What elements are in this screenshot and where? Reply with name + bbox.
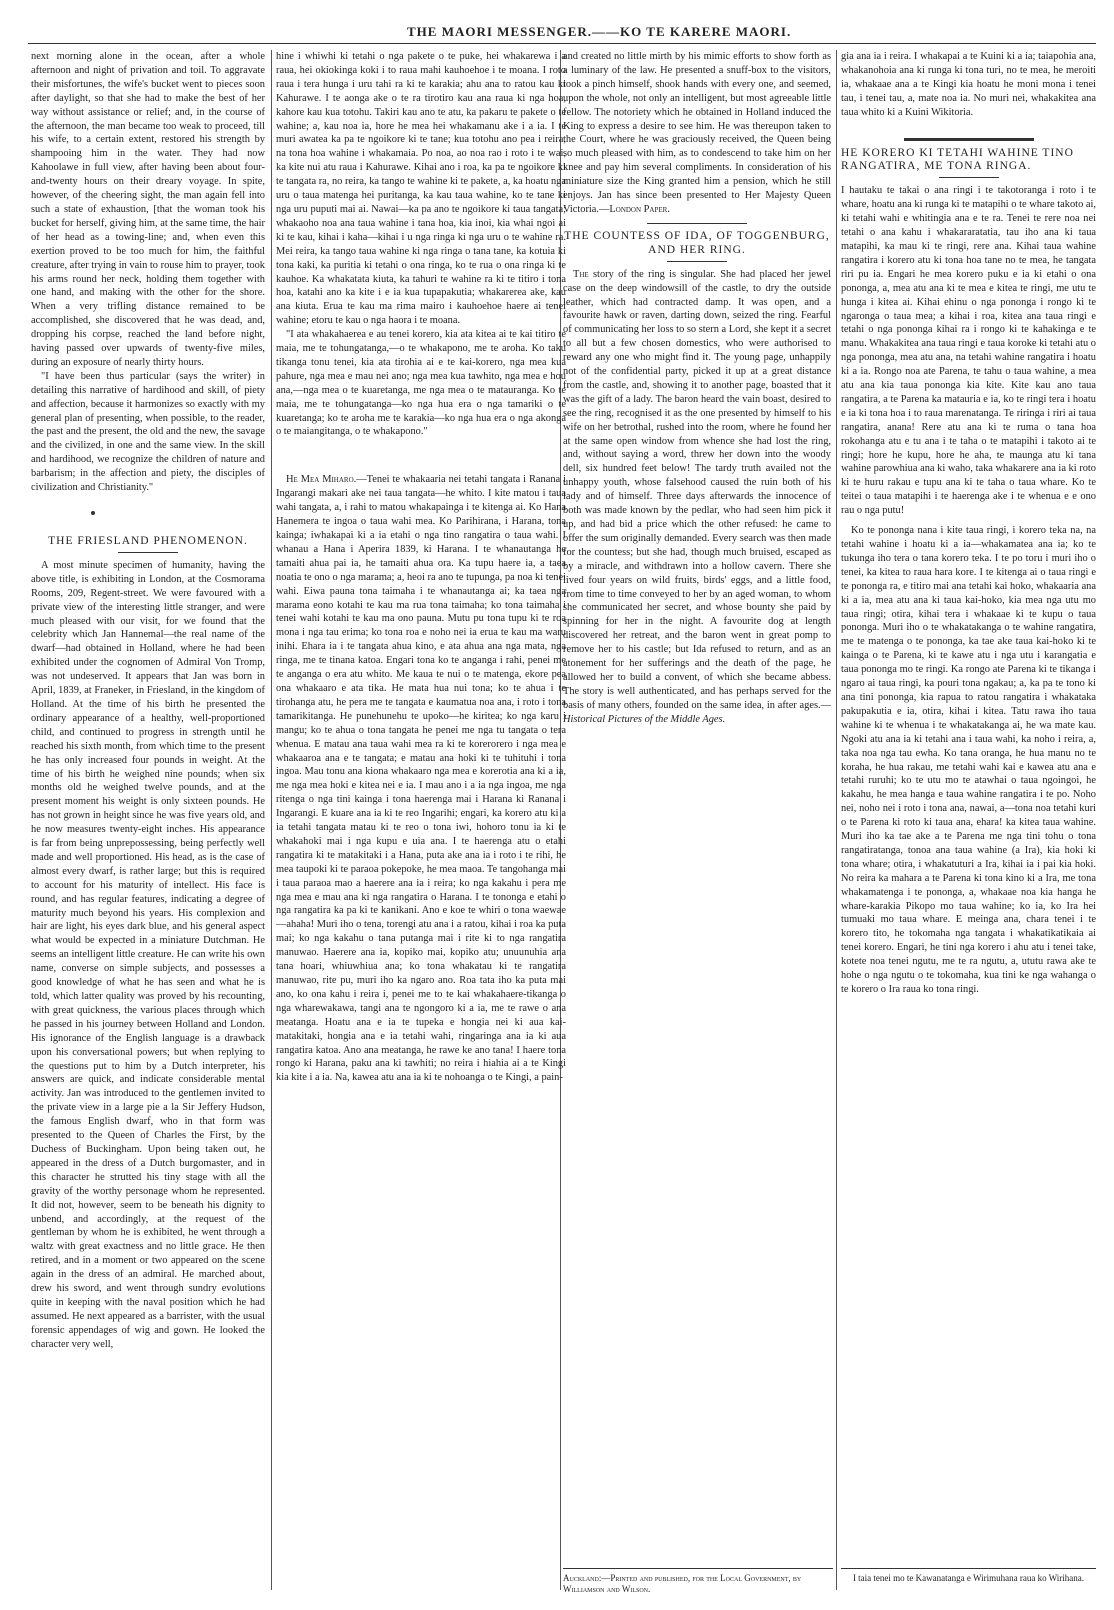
- article-paragraph: A most minute specimen of humanity, having the above title, is exhibiting in London, at the Cosmorama Rooms, 209, Regent-street. We were favoured with a private view of the interesting little stranger, and were much pleased with our visit, for we found that the celebrity which Jan Hannemal—the real name of the dwarf—had obtained in Holland, where he had been exhibited under the cognomen of Admiral Von Tromp, was not undeserved. It appears that Jan was born in April, 1839, at Franeker, in Friesland, in the kingdom of Holland. At the time of his birth he presented the ordinary appearance of a healthy, well-proportioned child, and continued to progress in strength until he reached his sixth month, from which time to the present he has only increased four pounds in weight. At the time of his birth he weighed nine pounds; when six months old he weighed twelve pounds, and at the present moment his weight is only sixteen pounds. He has not grown in height since he was five years old, and he now measures twenty-eight inches. His appearance is far from being unprepossessing, being perfectly well made and well proportioned. His head, as is the case of almost every dwarf, is rather large; but this is required to account for his maturity of intellect. His face is round, and has regular features, indicating a degree of maturity much beyond his years. His complexion and hair are light, his eyes dark blue, and his general aspect what would be expected in a miniature Dutchman. He seems an intelligent little creature. He can write his own name, converse on simple subjects, and possesses a good knowledge of what he has seen and what he is told, which latter quality was proved by his recounting, with great quickness, the various places through which he passed in his journey between Holland and London. His ignorance of the English language is a drawback upon his conversational powers; but when replying to the questions put to him by a Dutch interpreter, his answers are quick, and indicate considerable mental activity. Jan was introduced to the gentlemen invited to the private view in a large pie a la Sir Jeffery Hudson, the famous English dwarf, who in that form was presented to the Queen of Charles the First, by the Duchess of Buckingham. Upon being taken out, he appeared in the dress of a Dutch burgomaster, and in this character he strutted his tiny stage with all the gravity of the worthy personage whom he represented. It did not, however, seem to be beneath his dignity to unbend, and accordingly, at the request of the gentleman by whom he is exhibited, he went through a waltz with great exactness and no little grace. He then retired, and in a moment or two appeared on the scene again in the dress of an admiral. He marched about, drew his sword, and went through sundry evolutions quite in keeping with the naval position which he had assumed. He next appeared as a barrister, with the usual forensic appendages of wig and gown. He looked the character very well,: [31, 559, 265, 1350]
- bullet-mark: [91, 511, 95, 515]
- section-rule: [647, 223, 747, 224]
- article-source: London Paper.: [609, 203, 670, 215]
- page-header: [0, 24, 1114, 44]
- article-lead: He Mea Miharo.: [286, 474, 357, 486]
- printer-imprint: Auckland:—Printed and published, for the Local Government, by Williamson and Wilson.: [563, 1573, 802, 1594]
- footer-rule: [841, 1568, 1096, 1569]
- column-3: [563, 50, 831, 1600]
- countess-heading: THE COUNTESS OF IDA, OF TOGGENBURG, AND HER RING.: [564, 229, 830, 256]
- spacer: [31, 495, 265, 529]
- maori-heading: HE KORERO KI TETAHI WAHINE TINO RANGATIRA, ME TONA RINGA.: [841, 146, 1074, 173]
- article-lead: The: [573, 268, 589, 280]
- newspaper-title: THE MAORI MESSENGER.——KO TE KARERE MAORI.: [407, 24, 792, 39]
- heading-rule: [939, 177, 999, 178]
- article-paragraph: I hautaku te takai o ana ringi i te takotoranga i roto i te whare, hoatu ana ki runga ki te matapihi o te whare takoto ai, ki tetahi wahi e whitingia ana e te ra. Tenei te rere noa nei tetahi o ana kahu i whakararatatia, tau iho ana ki taua matapihi, ka mau ki te ringi, rere ana. Kihai taua wahine rangatira i korero atu ki tona hoa tane no te mea, he tangata riri pu ia. Engari he mea korero puku e ia ki etahi o ona pononga, a, mea atu ana ki te mea e kitea te ringi, me utu te hunga i kitea ai. Kihai ehinu o nga pononga i rongo ki te ngaronga o taua mea; a kihai i roa, kitea ana taua ringi e tetahi o nga pononga kihai ra i rongo ki te kahakinga e te manu. Whakakitea ana taua ringi e taua koroke ki tetahi atu o nga pononga, mea atu ana, na tetahi wahine rangatira i hoatu ki a ia. Rongo noa ate Parena, te tahu o taua wahine, a mea atu ana kia taua pononga kia kite. Kite kau ano taua rangatira, a te Parena ka matauria e ia, ko te ringi tera i hoatu e ia ki tona hoa i to raua marenatanga. Te riringa i riri ai taua rangatira, anana! Rere atu ana ki te ruma o tana hoa rokohanga atu e tu ana i te taha o te matapihi i takoto ai te ringi; hore he kupu, hore he aha, te maunga atu ki tana wahine parowhiua ana ki waho, taka whakarere ana ia ki roto ki te huru rakau e tupu ana ki te taha o taua whare. Ko te teitei o taua matapihi i te haerenga ake i te whenua e e ono rau o nga putu!: [841, 185, 1096, 517]
- header-rule: [28, 43, 1096, 44]
- article-paragraph: hine i whiwhi ki tetahi o nga pakete o te puke, hei whakarewa i a raua, hei okiokinga koki i to raua mahi kauhoehoe i te moana. I roto raua i tera hunga i uru tahi ra ki te karakia; ahu ana to ratou kau ki Kahurawe. I te aonga ake o te ra tirotiro kau ana raua ki nga hoa, kahore kau kua totohu. Takiri kau ano te atu, ka pakaru te pakete o te wahine; a, kau noa ia, hore he mea hei whakamanu ake i a ia. I te muri awatea ka pa te ngoikore ki te tane; kua totohu ano pea i reira, na tona hoa wahine i whakamaia. Po noa, ao noa rao i roto i te wai, ka kite nui atu raua i Kahurawe. Kihai ano i roa, ka pa te ngoikore ki te tangata ra, no reira, ka tango te wahine ki te pakete, a, ka hoatu nga uru o taua matenga hei puritanga, ka kau taua wahine, ko te tane ki nga uru puputi mai ai. Nawai—ka pa ano te ngoikore ki taua tangata; whakaoho noa ana taua wahine i tana hoa, kia inoi, kia whai ngoi ai ki te kau, kihai i kaha—kihai i u nga ringa ki nga uru o te wahine ra. Mei reira, ka tango taua wahine ki nga ringa o tana tane, ka kotuia ki tona kaki, ka puritia ki tetahi o ona ringa, ko te rua o ona ringa ki te kauhoe. Ka whakatata kiuta, ka tahuri te wahine ra ki te titiro i tona hoa, katahi ano ka kite i e ia kua tupapakutia; whakarerea ake, kau ana kiuta. Erua te kau ma rima mairo i kauhoehoe haere ai tenei wahine; etoru te kau o nga haora i te moana.: [276, 51, 566, 327]
- column-1: [31, 50, 265, 1600]
- printer-imprint-maori: I taia tenei mo te Kawanatanga e Wirimuhana raua ko Wirihana.: [852, 1573, 1085, 1583]
- article-paragraph: story of the ring is singular. She had placed her jewel case on the deep windowsill of the castle, to dry the outside leather, which had contracted damp. It was open, and a favourite hawk or raven, darting down, seized the ring. Fearful of communicating her loss to so stern a Lord, she kept it a secret to all but a few chosen domestics, who were authorised to reward any one who might find it. The young page, unhappily not of the confidential party, picked it up at a great distance from the castle, and, showing it to another page, boasted that it was the gift of a lady. The baron heard the vain boast, desired to see the ring, recognised it as the one presented by himself to his wife on her betrothal, rushed into the room, where he found her at the same open window from whence she had lost the ring, and, without saying a word, threw her down into the woody dell, six hundred feet below! The tardy truth availed not the unhappy youth, whose falsehood caused the ruin both of his lady and of himself. Three days afterwards the innocence of both was made known by the pedlar, who had seen him pick it up, and had bid a price which the other refused: he came to offer the sum originally demanded. Every search was then made for the countess; but she had, though much bruised, escaped as by a miracle, and withdrawn into a hollow cavern. There she lived four years on wild fruits, birds' eggs, and a little food, from time to time conveyed to her by an aged woman, to whom she communicated her secret, and whose bounty she paid by spinning for her in the night. A favourite dog at length discovered her retreat, and the baron went in great pomp to remove her to his castle; but Ida refused to return, and as an atonement for her sufferings and the death of the page, he allowed her to build a convent, of which she became abbess. The story is well authenticated, and has perhaps served for the basis of many others, founded on the same idea, in after ages.—: [563, 268, 831, 711]
- article-paragraph: and created no little mirth by his mimic efforts to show forth as a luminary of the law. He presented a snuff-box to the visitors, took a pinch himself, shook hands with every one, and seemed, upon the whole, not only an intelligent, but most agreeable little fellow. The notoriety which he obtained in Holland induced the King to express a desire to see him. He was thereupon taken to the Court, where he was graciously received, the Queen being so much pleased with him, as to condescend to take him on her knee and pay him several compliments. In consideration of his miniature size the King granted him a pension, which he still enjoys. Jan has since been presented to Her Majesty Queen Victoria.—: [563, 51, 831, 215]
- friesland-heading: THE FRIESLAND PHENOMENON.: [48, 535, 248, 547]
- spacer: [276, 439, 566, 473]
- article-source: Historical Pictures of the Middle Ages.: [563, 713, 726, 725]
- article-paragraph: "I have been thus particular (says the writer) in detailing this narrative of hardihood and skill, of piety and affection, because it harmonizes so exactly with my general plan of presenting, when possible, to the reader, the past and the present, the old and the new, the savage and the civilized, in one and the same view. In the skill and hardihood, we recognize the children of nature and barbarism; in the affection and piety, the disciples of civilization and Christianity.": [31, 370, 265, 494]
- column-4: [841, 50, 1096, 1600]
- section-rule: [904, 138, 1034, 141]
- footer-rule: [563, 1568, 833, 1569]
- article-paragraph: gia ana ia i reira. I whakapai a te Kuini ki a ia; taiapohia ana, whakanohoia ana ki runga ki tona turi, no te mea, he meroiti ia, whakaae ana a te Kingi kia hoatu he moni mona i tenei tau, i tenei tau, a, mate noa ia. No muri nei, whakakitea ana taua whito ki a Kuini Wikitoria.: [841, 51, 1096, 118]
- column-divider: [836, 50, 837, 1590]
- column-divider: [271, 50, 272, 1590]
- article-paragraph: next morning alone in the ocean, after a whole afternoon and night of privation and toil. To aggravate their misfortunes, the wife's bucket went to pieces soon after daylight, so that she had to make the best of her way without assistance or relief; and, in the course of the afternoon, the man became too weak to proceed, till his wife, to a certain extent, restored his strength by shampooing him in the water. They had now Kahoolawe in full view, after having been about four-and-twenty hours on their dreary voyage. In spite, however, of the cheering sight, the man again fell into such a state of exhaustion, [that the woman took his bucket for herself, giving him, at the same time, the hair of her head as a towing-line; and, when even this exertion proved to be too much for him, the faithful creature, after trying in vain to rouse him to prayer, took his arms round her neck, holding them together with one hand, and making with the other for the shore. When a very trifling distance remained to be accomplished, she discovered that he was dead, and, dropping his corpse, reached the land before night, having passed over upwards of twenty-five miles, during an exposure of nearly thirty hours.: [31, 51, 265, 368]
- article-paragraph: "I ata whakahaerea e au tenei korero, kia ata kitea ai te kai titiro te maia, me te tohungatanga,—o te whakapono, me te aroha. Ko taku tikanga tonu tenei, kia ata tirohia ai e te kai-korero, nga mea kua pahure, nga mea e mau nei ano; nga mea kua tawhito, nga mea e hou ana,—nga mea o te kuaretanga, me nga mea o te matauranga. Ko te maia, me te tohungatanga—ko nga hua era o nga tamariki o te kuaretanga; ko te aroha me te karakia—ko nga hua era o nga akonga o te maiangitanga, o te whakapono.": [276, 329, 566, 438]
- article-paragraph: —Tenei te whakaaria nei tetahi tangata i Ranana i Ingarangi makari ake nei taua tangata—he whito. I kite matou i taua wahi tangata, a, i rahi to matou whakapainga i te kitenga ai. Ko Hana Hanemera te ingoa o taua wahi mea. Ko Parihirana, i Harana, tona kainga; iwhakapai ki a ia etahi o nga tino rangatira o taua wahi. I whanau a Hana i Aperira 1839, ki Harana. I te whanautanga he tamaiti ahua pai ia, he tamaiti ahua ora. Ka tupu haere ia, a taea noatia te ono o nga marama; a, heoi ra ano te tupunga, pa noa ki tenei wahi. Eiwa pauna tona taimaha i te whanautanga ai; ka taea nga marama eono kotahi te kau ma rua tona taimaha; ko tona taimaha i tenei wahi kotahi te kau ma ono pauna. Mutu pu tona tupu ki te roa mona i nga tau erima; ko tona roa e noho nei ia erua te kau ma waru inihi. Ehara ia i te tangata ahua kino, e ata ahua ana nga mata, nga ringa, me te tinana katoa. Engari tona ko te anganga i rahi, penei me te anganga o era atu whito. Me kaua te nui o te matenga, ekore pea ona whakaaro e ata tika. He mata hua nui tona; ko te ahua i te tirohanga atu, he pera me te tangata e kaumatua noa ana, i roto i tona tamarikitanga. He punehunehu te upoko—he kiritea; ko nga karu i mangu; ko te ahua o tona tangata he penei me nga tu tangata o tera whenua. E matau ana taua wahi mea ra ki te korerorero i nga mea e whakaaroa ana e te tangata; e matau ana hoki ki te tuhituhi i tona ingoa. Mau tonu ana kiona whakaaro nga mea e korerotia ana ki a ia, me nga mea hoki e kitea nei e ia. I mau ano i a ia nga ingoa, me nga ritenga o nga tini kainga i tona haerenga mai i Harana ki Ranana i Ingarangi. E kuare ana ia ki te reo Ingarihi; engari, ka korero atu ki a ia tetahi tangata matau ki te reo o tona iwi, hohoro tonu ia ki te whakahoki mai i nga kupu e uia ana. I te haerenga atu o etahi rangatira ki te matakitaki i a Hana, puta ake ana ia i roto i te rihi, he mea taupoki ki te paraoa pokepoke, he mea maoa. Te tangohanga mai i taua paraoa mao a haerere ana ia i reira; ko nga kakahu i pera me nga mea e mau ana ki nga rangatira o Harana. I te tononga e etahi o nga rangatira ka pa ki te kanikani. Ano e koe te whiri o tona waewae—ahaha! Muri iho o tena, torengi atu ana i a ratou, kihai i roa ka puta mai; ko nga kakahu o tana putanga mai i rite ki to nga rangatira manuwao. Haerere ana ia, kopiko mai, kopiko atu; unuunuhia ana tana hoari, whiuwhiua ana; ko tona whakatau ki te rangatira manuwao, rite pu, muri iho ka ngaro ano. Roa tata iho ka puta mai ano, ko ona kahu i reira i, penei me to te kai whakahaere-tikanga o nga wharewakawa, tangi ana te ngongoro ki a ia, me te rawe o ana meatanga. Hoatu ana e ia te tupeka e hongia nei ki aua kai-matakitaki, hongia ana e ia tetahi wahi, ringaringa ana ia ki aua rangatira katoa. Ano ana meatanga, he rawe ke ano tana! I haere tona rongo ki Harana, paku ana ki tawhiti; no reira i hiahia ai a te Kingi kia kite i a ia. Na, kawea atu ana ia ki te nohoanga o te Kingi, a pain-: [276, 474, 566, 1084]
- column-2: [276, 50, 566, 1600]
- article-paragraph: Ko te pononga nana i kite taua ringi, i korero teka na, na tetahi wahine i hoatu ki a ia—whakamatea ana ia; ko te tukunga iho tera o tana korero teka. I te po toru i muri iho o tenei, ka kitea to raua hara kore. I te kitenga ai o taua ringi e te pononga ra, e titiro mai ana tetahi kai hoko, whakaaria ana ki a ia, mea atu ana ki taua kai-hoko, kia mea nga utu mo taua ringi; otira, kihai tera i whakaae ki te kupu o taua pononga. Muri iho o te whakatakanga o te wahine rangatira, me te matenga o te pononga, ka tae ake taua kai-hoko ki te kainga o te Parena, ki te kawe atu i nga utu i karangatia e taua pononga mo te ringi. Ka rongo ate Parena ki te tikanga i ngaro ai taua ringi, ka pouri tona ngakau; a, ka pa te tono ki ana tini pononga, kia rapua to ratou rangatira i whakataka pakupakutia e ia, otira, kihai i kitea. Tatu rawa iho taua wahine ki te whenua i te whakatakanga ai, he wa mate kau. Ngoki atu ana ia ki tetahi ana i taua wahi, ka noho i reira, a, taka noa nga tau ewha. Ko tana oranga, he hua manu no te koraha, he hua rakau, me tetahi wahi kai e kawea atu ana e tetahi ruruhi; ko te utu mo te atawhai o taua ngoingoi, he kakahu, he mea hanga e taua wahine rangatira i te po. Noho nei, noho nei i roto i tona ana, nawai, a—tona noa tetahi kuri o te Parena ki roto ki taua ana, ehara! ka kitea taua wahine. Muri iho ka tae ake a te Parena me nga tini tohu o tona rangatiratanga, tonoa ana taua wahine (a Ira), kia hoki ki tona whare; otira, i whakatuturi a Ira, kihai ia i pai kia hoki. No reira ka mahara a te Parena ki tona kino ki a Ira, me tona whakamatenga i te pononga, a, whakaae noa kia hanga he whare-karakia Pikopo mo taua wahine; ko ia, ko Ira hei tumuaki mo taua whare. E meinga ana, chara tenei i te korero tito, he tokomaha nga tangata i whakatikatikaia ai tenei korero. Engari, he tini nga korero i ahu atu i tenei take, kotete noa tenei ngutu, me te ra ngutu, a, ututu rawa ake te hohe o nga ngutu o te tokomaha, kua tini ke nga wahanga o te korero o Ira raua ko tona ringi.: [841, 525, 1096, 995]
- heading-rule: [667, 261, 727, 262]
- heading-rule: [118, 552, 178, 553]
